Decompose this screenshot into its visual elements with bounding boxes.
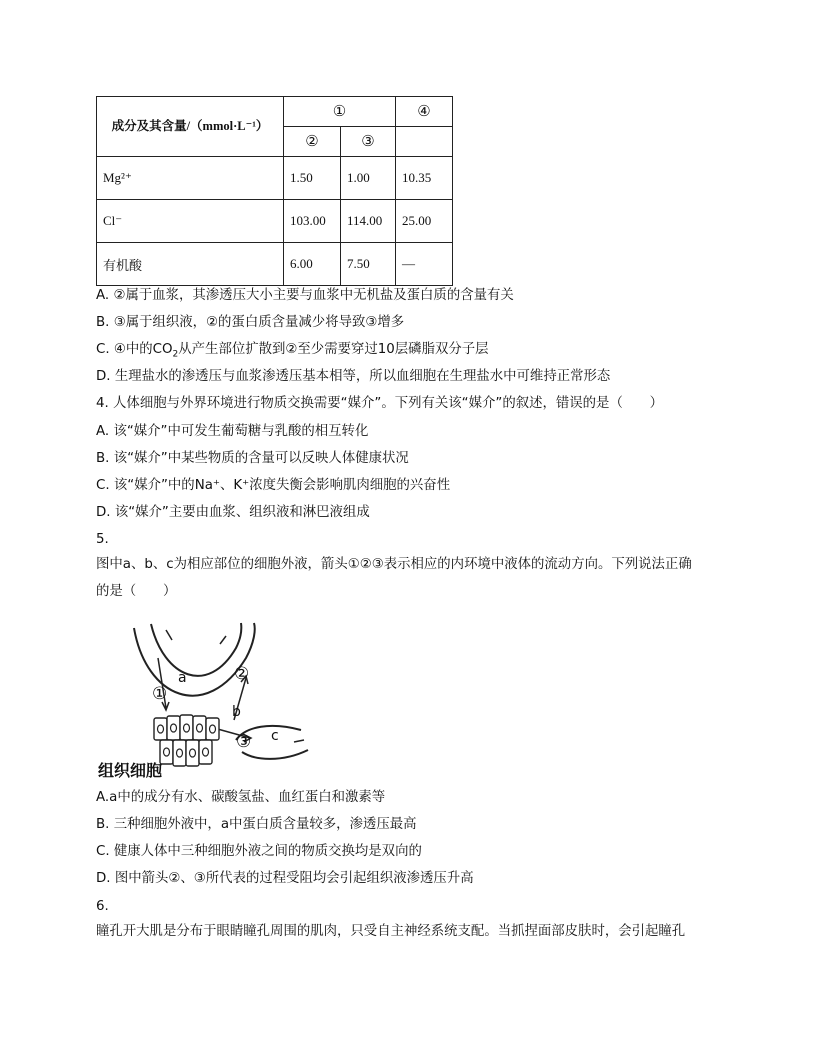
row-label: 有机酸 xyxy=(97,243,284,286)
ion-composition-table xyxy=(96,96,453,286)
q4-option-a: A. 该“媒介”中可发生葡萄糖与乳酸的相互转化 xyxy=(96,424,369,439)
q3-option-b: B. ③属于组织液，②的蛋白质含量减少将导致③增多 xyxy=(96,315,405,330)
col-3-header: ③ xyxy=(341,127,396,157)
cell-value: 1.50 xyxy=(284,157,341,200)
q4-option-b: B. 该“媒介”中某些物质的含量可以反映人体健康状况 xyxy=(96,451,409,466)
q4-option-d: D. 该“媒介”主要由血浆、组织液和淋巴液组成 xyxy=(96,505,370,520)
empty-header-cell xyxy=(396,127,453,157)
cell-value: — xyxy=(396,243,453,286)
cell-value: 1.00 xyxy=(341,157,396,200)
q5-option-a: A.a中的成分有水、碳酸氢盐、血红蛋白和激素等 xyxy=(96,790,386,805)
extracellular-fluid-diagram xyxy=(96,618,326,788)
q3-option-d: D. 生理盐水的渗透压与血浆渗透压基本相等，所以血细胞在生理盐水中可维持正常形态 xyxy=(96,369,611,384)
col-1-header: ① xyxy=(284,97,396,127)
q5-option-b: B. 三种细胞外液中，a中蛋白质含量较多，渗透压最高 xyxy=(96,817,417,832)
q4-stem: 4. 人体细胞与外界环境进行物质交换需要“媒介”。下列有关该“媒介”的叙述，错误的是（ ） xyxy=(96,396,664,411)
q5-option-d: D. 图中箭头②、③所代表的过程受阻均会引起组织液渗透压升高 xyxy=(96,871,474,886)
row-label: Cl⁻ xyxy=(97,200,284,243)
table-row xyxy=(97,157,453,200)
col-4-header: ④ xyxy=(396,97,453,127)
arrow-label-2: ② xyxy=(234,664,250,684)
q5-stem-line-1: 图中a、b、c为相应部位的细胞外液，箭头①②③表示相应的内环境中液体的流动方向。下列说法正确 xyxy=(96,557,692,572)
q3-option-c xyxy=(96,340,489,365)
cell-value: 114.00 xyxy=(341,200,396,243)
q3-option-a: A. ②属于血浆，其渗透压大小主要与血浆中无机盐及蛋白质的含量有关 xyxy=(96,288,514,303)
cell-value: 7.50 xyxy=(341,243,396,286)
tissue-cells-caption: 组织细胞 xyxy=(98,761,163,780)
arrow-label-1: ① xyxy=(152,684,168,704)
q4-option-c: C. 该“媒介”中的Na⁺、K⁺浓度失衡会影响肌肉细胞的兴奋性 xyxy=(96,478,451,493)
q6-number: 6. xyxy=(96,899,109,914)
q3-c-post: 从产生部位扩散到②至少需要穿过10层磷脂双分子层 xyxy=(178,342,489,357)
label-b: b xyxy=(232,704,241,720)
cell-value: 6.00 xyxy=(284,243,341,286)
q5-number: 5. xyxy=(96,532,109,547)
row-label: Mg²⁺ xyxy=(97,157,284,200)
label-a: a xyxy=(178,670,187,686)
table-row xyxy=(97,243,453,286)
cell-value: 10.35 xyxy=(396,157,453,200)
col-2-header: ② xyxy=(284,127,341,157)
table-row xyxy=(97,200,453,243)
arrow-label-3: ③ xyxy=(236,732,252,752)
q3-c-sub: 2 xyxy=(172,349,179,360)
q3-c-pre: C. ④中的CO xyxy=(96,342,173,357)
q5-stem-line-2: 的是（ ） xyxy=(96,584,177,599)
q6-stem-line-1: 瞳孔开大肌是分布于眼睛瞳孔周围的肌肉，只受自主神经系统支配。当抓捏面部皮肤时，会引起瞳孔 xyxy=(96,924,686,939)
cell-value: 103.00 xyxy=(284,200,341,243)
label-c: c xyxy=(271,728,279,744)
header-label-cell: 成分及其含量/（mmol·L⁻¹） xyxy=(97,97,284,157)
cell-value: 25.00 xyxy=(396,200,453,243)
q5-option-c: C. 健康人体中三种细胞外液之间的物质交换均是双向的 xyxy=(96,844,422,859)
